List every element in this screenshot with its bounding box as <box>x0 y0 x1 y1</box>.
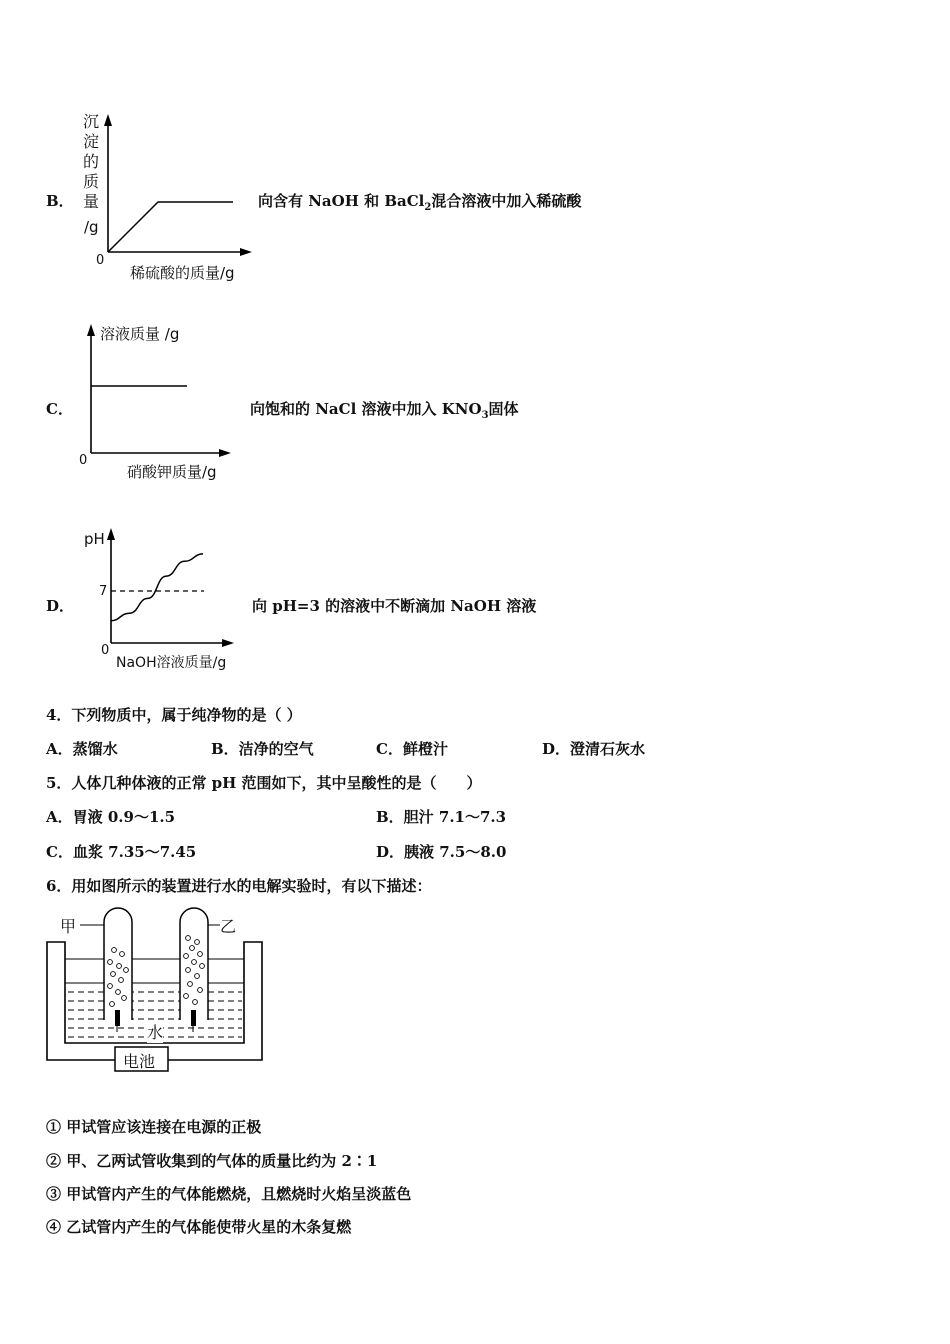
electrode-jia <box>115 1010 120 1026</box>
q4-option-d: D．澄清石灰水 <box>542 740 646 758</box>
option-d-tick-7: 7 <box>99 584 108 599</box>
option-b-desc-suffix: 混合溶液中加入稀硫酸 <box>431 192 582 210</box>
electrolysis-diagram <box>0 0 300 1080</box>
option-d-x-label: NaOH溶液质量/g <box>116 655 227 671</box>
option-b-desc-sub: 2 <box>424 202 432 213</box>
option-b-desc-prefix: 向含有 NaOH 和 BaCl <box>258 192 425 210</box>
label-battery: 电池 <box>123 1052 156 1071</box>
option-b-x-label: 稀硫酸的质量/g <box>130 264 235 282</box>
option-c-desc-suffix: 固体 <box>488 400 519 418</box>
q5-stem: 5．人体几种体液的正常 pH 范围如下，其中呈酸性的是（ ） <box>46 774 482 792</box>
q6-stem: 6．用如图所示的装置进行水的电解实验时，有以下描述： <box>46 877 432 895</box>
q6-statement-2: ② 甲、乙两试管收集到的气体的质量比约为 2∶1 <box>46 1152 378 1170</box>
option-c-letter: C． <box>46 400 73 418</box>
option-c-desc-prefix: 向饱和的 NaCl 溶液中加入 KNO <box>250 400 482 418</box>
option-b-letter: B． <box>46 192 74 210</box>
option-d-letter: D． <box>46 597 75 615</box>
option-c-desc-sub: 3 <box>481 410 489 421</box>
q4-stem: 4．下列物质中，属于纯净物的是（ ） <box>46 706 302 724</box>
option-b-y-unit: /g <box>84 218 99 236</box>
electrode-yi <box>191 1010 196 1026</box>
q5-option-c: C．血浆 7.35～7.45 <box>46 843 197 861</box>
option-b-description <box>258 190 581 213</box>
q5-option-b: B．胆汁 7.1～7.3 <box>376 808 507 826</box>
q4-option-b: B．洁净的空气 <box>211 740 314 758</box>
q6-statement-4: ④ 乙试管内产生的气体能使带火星的木条复燃 <box>46 1218 352 1236</box>
option-d-origin: 0 <box>101 643 110 658</box>
option-c-x-label: 硝酸钾质量/g <box>127 463 217 481</box>
label-jia: 甲 <box>60 917 77 936</box>
option-c-y-label: 溶液质量 /g <box>100 325 180 343</box>
q6-statement-1: ① 甲试管应该连接在电源的正极 <box>46 1118 262 1136</box>
label-water: 水 <box>147 1020 163 1043</box>
q4-option-a: A．蒸馏水 <box>46 740 118 758</box>
option-d-y-label: pH <box>84 530 105 548</box>
label-yi: 乙 <box>220 917 237 936</box>
q5-option-a: A．胃液 0.9～1.5 <box>46 808 176 826</box>
q5-option-d: D．胰液 7.5～8.0 <box>376 843 507 861</box>
option-d-description: 向 pH=3 的溶液中不断滴加 NaOH 溶液 <box>252 597 537 615</box>
q4-option-c: C．鲜橙汁 <box>376 740 448 758</box>
q6-statement-3: ③ 甲试管内产生的气体能燃烧，且燃烧时火焰呈淡蓝色 <box>46 1185 412 1203</box>
option-b-y-label: 沉淀的质量 <box>82 112 99 211</box>
option-b-origin: 0 <box>96 253 105 268</box>
option-c-origin: 0 <box>79 453 88 468</box>
